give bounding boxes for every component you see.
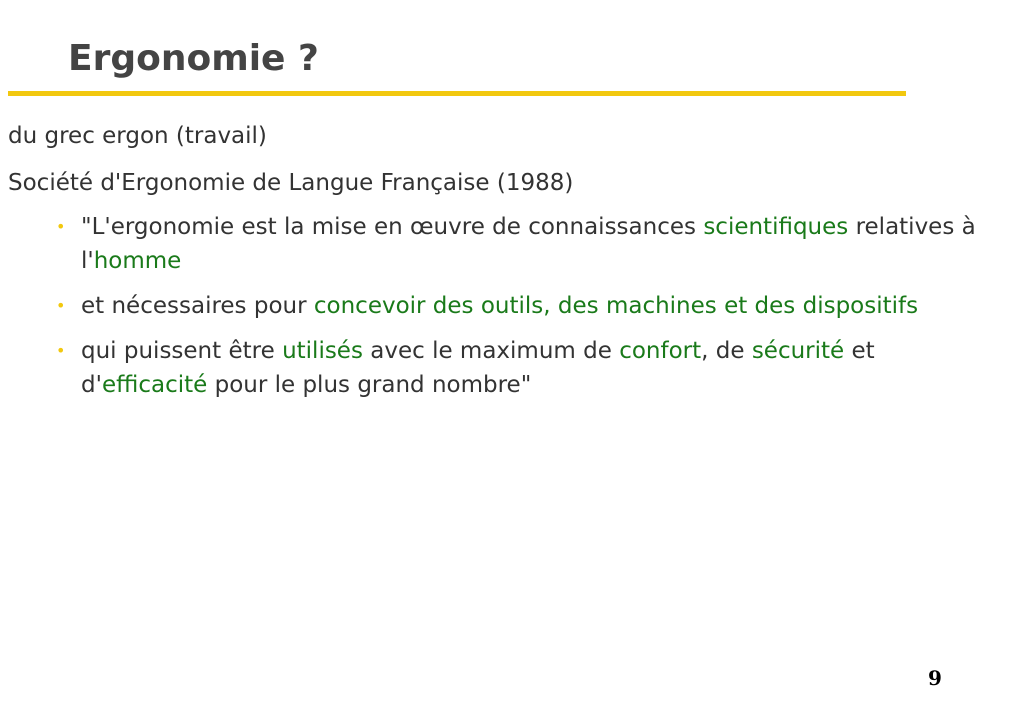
highlighted-term: homme — [93, 248, 182, 274]
highlighted-term: efficacité — [101, 372, 208, 398]
text-segment: pour le plus grand nombre" — [207, 372, 532, 398]
highlighted-term: scientifiques — [703, 214, 849, 240]
highlighted-term: concevoir des outils, des machines et des dispositifs — [313, 293, 919, 319]
bullet-text — [81, 293, 918, 319]
highlighted-term: utilisés — [282, 338, 363, 364]
text-segment: et d' — [81, 338, 875, 398]
highlighted-term: sécurité — [751, 338, 845, 364]
bullet-item — [56, 210, 1006, 278]
definition-bullets — [56, 210, 1006, 413]
line-source: Société d'Ergonomie de Langue Française (1988) — [8, 170, 574, 196]
title-underline — [8, 91, 906, 96]
bullet-item — [56, 289, 1006, 323]
bullet-dot-icon: • — [56, 341, 66, 360]
page-number: 9 — [928, 666, 942, 690]
text-segment: "L'ergonomie est la mise en œuvre de connaissances — [81, 214, 704, 240]
text-segment: relatives à l' — [81, 214, 976, 274]
slide-title: Ergonomie ? — [68, 38, 319, 79]
line-etymology: du grec ergon (travail) — [8, 123, 267, 149]
bullet-text — [81, 214, 976, 274]
text-segment: qui puissent être — [81, 338, 283, 364]
bullet-dot-icon: • — [56, 217, 66, 236]
bullet-text — [81, 338, 875, 398]
highlighted-term: confort — [619, 338, 702, 364]
bullet-item — [56, 334, 1006, 402]
bullet-dot-icon: • — [56, 296, 66, 315]
text-segment: avec le maximum de — [362, 338, 620, 364]
text-segment: , de — [701, 338, 752, 364]
text-segment: et nécessaires pour — [81, 293, 314, 319]
